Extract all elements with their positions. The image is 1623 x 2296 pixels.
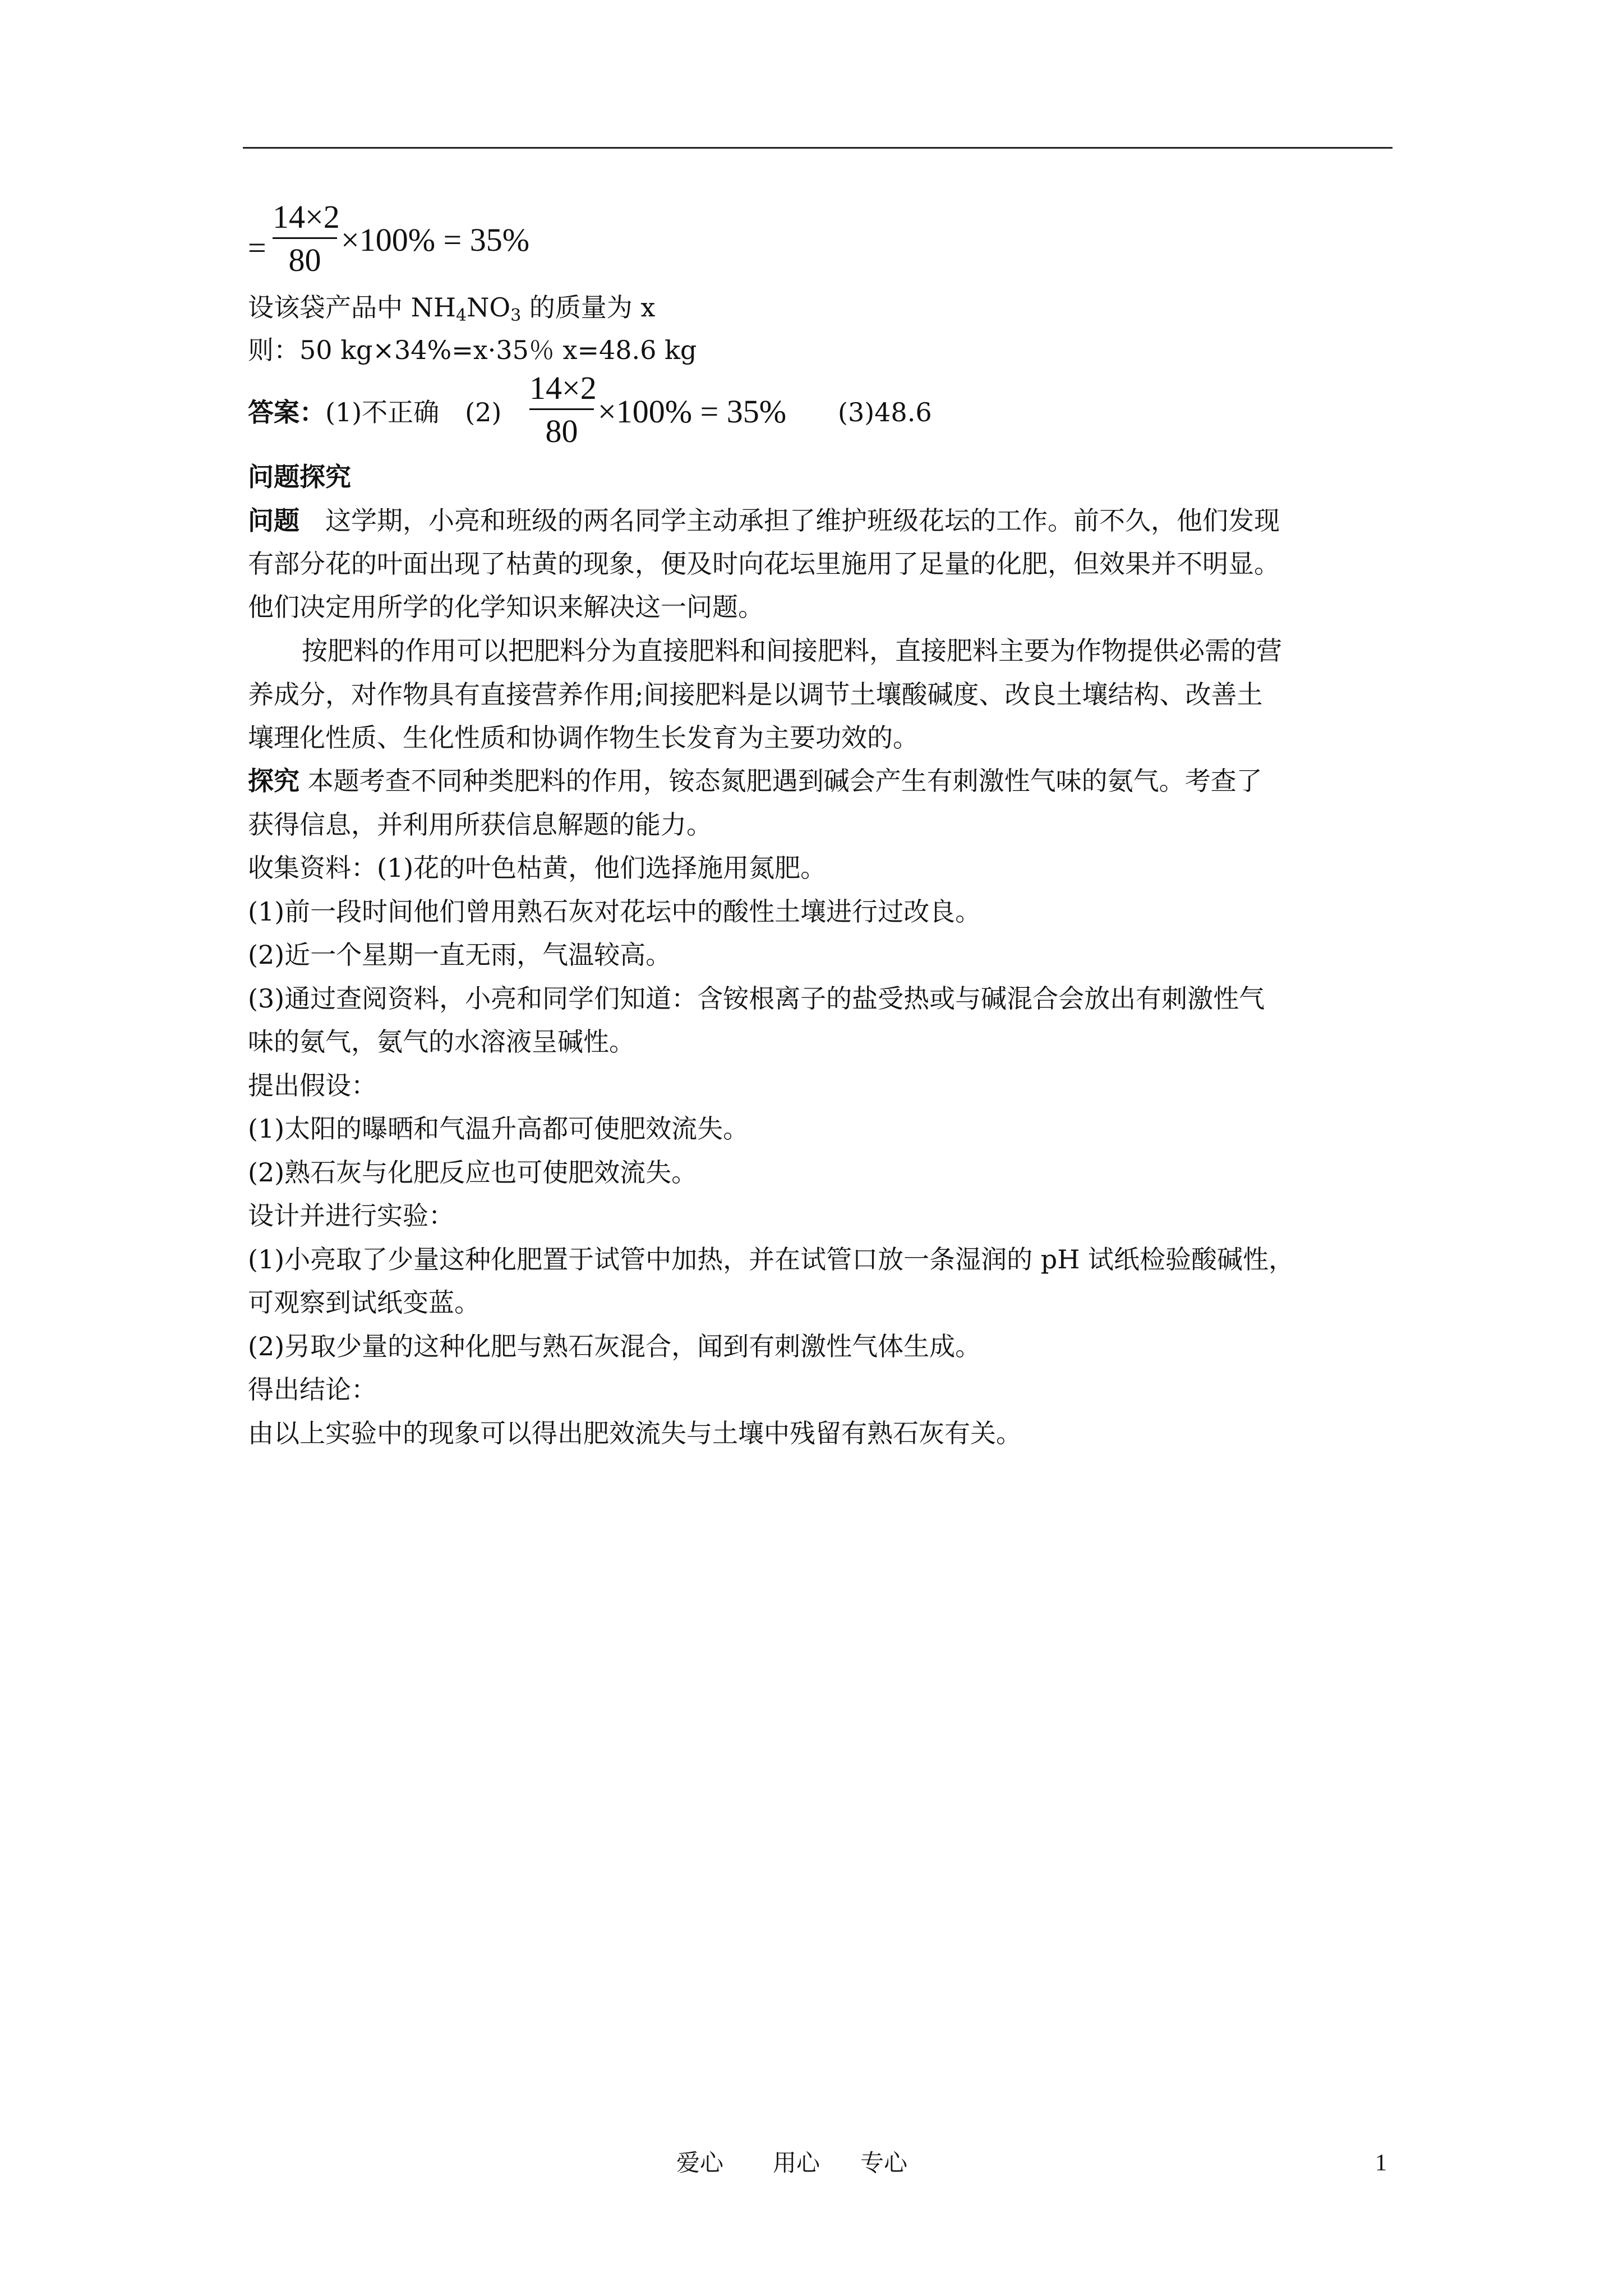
conclusion-text: 由以上实验中的现象可以得出肥效流失与土壤中残留有熟石灰有关。 [248,1418,1022,1448]
fraction-numerator: 14×2 [273,199,340,235]
answer-label: 答案： [248,397,325,427]
experiment-item-2: (2)另取少量的这种化肥与熟石灰混合，闻到有刺激性气体生成。 [248,1331,981,1361]
explore-label: 探究 [248,766,299,796]
answer-part3: (3)48.6 [838,397,932,427]
formula-equals: = [248,229,266,266]
collect-item-2: (2)近一个星期一直无雨，气温较高。 [248,940,672,970]
formula-rest: ×100% = 35% [341,222,530,258]
calc-text: 的质量为 x [521,292,656,323]
answer-fraction [529,370,597,449]
answer-rest: ×100% = 35% [598,393,787,430]
subscript: 3 [510,306,522,325]
calc-text: NO [467,292,511,323]
conclusion-heading: 得出结论： [248,1374,377,1405]
collect-heading: 收集资料：(1)花的叶色枯黄，他们选择施用氮肥。 [248,853,827,883]
collect-item-3-line-1: (3)通过查阅资料，小亮和同学们知道：含铵根离子的盐受热或与碱混合会放出有刺激性气 [248,983,1265,1014]
answer-part1: (1)不正确 (2) [325,397,502,427]
calc-line-1 [248,291,655,324]
header-rule [243,147,1393,149]
calc-text: 设该袋产品中 NH [248,292,456,323]
footer-word-2: 用心 [773,2149,820,2177]
fraction-numerator: 14×2 [529,370,597,406]
fraction-bar [273,237,337,239]
answer-line [248,395,501,429]
formula-fraction [273,199,340,278]
experiment-item-1-line-1: (1)小亮取了少量这种化肥置于试管中加热，并在试管口放一条湿润的 pH 试纸检验酸碱性， [248,1244,1294,1274]
explore-line-2: 获得信息，并利用所获信息解题的能力。 [248,809,712,840]
question-text: 这学期，小亮和班级的两名同学主动承担了维护班级花坛的工作。前不久，他们发现 [299,505,1280,536]
subscript: 4 [456,306,467,325]
question-line-3: 他们决定用所学的化学知识来解决这一问题。 [248,592,764,622]
page-number: 1 [1375,2150,1387,2176]
question-line-1 [248,504,1280,537]
hypothesis-heading: 提出假设： [248,1070,377,1101]
fraction-denominator: 80 [288,242,321,278]
fraction-denominator: 80 [545,413,578,449]
collect-item-3-line-2: 味的氨气，氨气的水溶液呈碱性。 [248,1027,635,1057]
question-line-2: 有部分花的叶面出现了枯黄的现象，便及时向花坛里施用了足量的化肥，但效果并不明显。 [248,549,1280,579]
experiment-item-1-line-2: 可观察到试纸变蓝。 [248,1287,480,1318]
question-label: 问题 [248,505,299,536]
explore-text: 本题考查不同种类肥料的作用，铵态氮肥遇到碱会产生有刺激性气味的氨气。考查了 [299,766,1262,796]
footer-word-3: 专心 [860,2149,908,2177]
para-line-2: 养成分，对作物具有直接营养作用;间接肥料是以调节土壤酸碱度、改良土壤结构、改善土 [248,679,1263,710]
calc-line-2: 则：50 kg×34%=x·35％ x=48.6 kg [248,335,697,365]
hypothesis-item-1: (1)太阳的曝晒和气温升高都可使肥效流失。 [248,1114,749,1144]
para-line-3: 壤理化性质、生化性质和协调作物生长发育为主要功效的。 [248,723,919,753]
explore-line-1 [248,764,1262,798]
fraction-bar [529,408,594,410]
footer-word-1: 爱心 [676,2149,724,2177]
hypothesis-item-2: (2)熟石灰与化肥反应也可使肥效流失。 [248,1157,698,1188]
collect-item-1: (1)前一段时间他们曾用熟石灰对花坛中的酸性土壤进行过改良。 [248,896,981,927]
section-title: 问题探究 [248,462,351,492]
para-line-1: 按肥料的作用可以把肥料分为直接肥料和间接肥料，直接肥料主要为作物提供必需的营 [302,636,1282,666]
experiment-heading: 设计并进行实验： [248,1200,454,1231]
